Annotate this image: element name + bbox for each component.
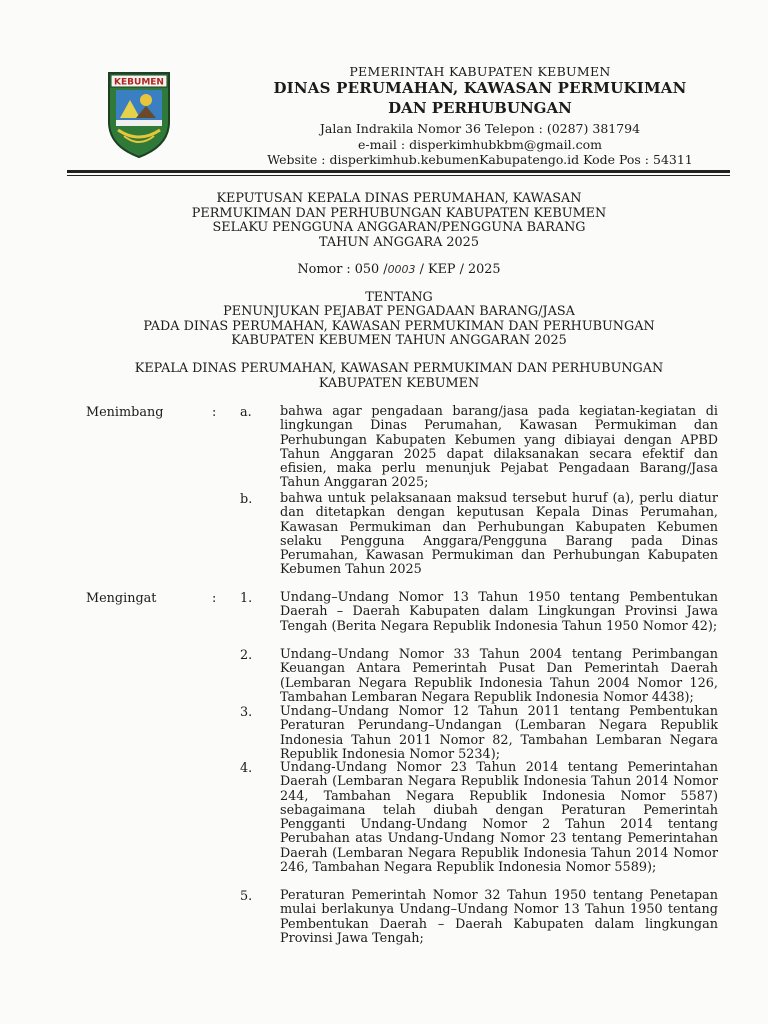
mengingat-item-text: Peraturan Pemerintah Nomor 32 Tahun 1950 tentang Penetapan mulai berlakunya Undang–Undang Nomor 13 Tahun 1950 tentang Pembentukan Daerah – Daerah Kabupaten dalam lingkungan Provinsi Jawa Tengah; <box>280 888 718 946</box>
letterhead-rule-thick <box>67 170 730 173</box>
letterhead-rule-thin <box>67 175 730 176</box>
kebumen-coat-of-arms-logo <box>106 70 172 160</box>
svg-text:KEBUMEN: KEBUMEN <box>114 77 164 88</box>
mengingat-item-marker: 2. <box>240 648 253 663</box>
authority-line: KABUPATEN KEBUMEN <box>318 375 480 391</box>
agency-email: e-mail : disperkimhubkbm@gmail.com <box>358 137 602 152</box>
agency-website: Website : disperkimhub.kebumenKabupatengo.id Kode Pos : 54311 <box>267 152 693 167</box>
authority-line: KEPALA DINAS PERUMAHAN, KAWASAN PERMUKIMAN DAN PERHUBUNGAN <box>134 361 664 376</box>
decree-title-line: KEPUTUSAN KEPALA DINAS PERUMAHAN, KAWASAN <box>216 191 582 206</box>
mengingat-item-marker: 3. <box>240 705 253 720</box>
mengingat-label: Mengingat <box>86 591 157 606</box>
mengingat-item-text: Undang–Undang Nomor 13 Tahun 1950 tentang Pembentukan Daerah – Daerah Kabupaten dalam Lingkungan Provinsi Jawa Tengah (Berita Negara Republik Indonesia Tahun 1950 Nomor 42); <box>280 590 718 634</box>
decree-number <box>68 263 730 278</box>
mengingat-item-text: Undang–Undang Nomor 12 Tahun 2011 tentang Pembentukan Peraturan Perundang–Undangan (Lembaran Negara Republik Indonesia Tahun 2011 Nomor 82, Tambahan Lembaran Negara Republik Indonesia Nomor 5234); <box>280 704 718 762</box>
menimbang-item-text: bahwa agar pengadaan barang/jasa pada kegiatan-kegiatan di lingkungan Dinas Perumahan, Kawasan Permukiman dan Perhubungan Kabupaten Kebumen yang dibiayai dengan APBD Tahun Anggaran 2025 dapat dilaksanakan secara efektif dan efisien, maka perlu menunjuk Pejabat Pengadaan Barang/Jasa Tahun Anggaran 2025; <box>280 404 718 491</box>
menimbang-colon: : <box>212 405 217 420</box>
menimbang-label: Menimbang <box>86 405 164 420</box>
subject-line: KABUPATEN KEBUMEN TAHUN ANGGARAN 2025 <box>231 333 567 348</box>
agency-name-line1: DINAS PERUMAHAN, KAWASAN PERMUKIMAN <box>273 79 687 97</box>
mengingat-item-text: Undang–Undang Nomor 33 Tahun 2004 tentang Perimbangan Keuangan Antara Pemerintah Pusat Dan Pemerintah Daerah (Lembaran Negara Republik Indonesia Tahun 2004 Nomor 126, Tambahan Lembaran Negara Republik Indonesia Nomor 4438); <box>280 647 718 705</box>
agency-address: Jalan Indrakila Nomor 36 Telepon : (0287) 381794 <box>319 121 641 136</box>
menimbang-item-text: bahwa untuk pelaksanaan maksud tersebut huruf (a), perlu diatur dan ditetapkan dengan keputusan Kepala Dinas Perumahan, Kawasan Permukiman dan Perhubungan Kabupaten Kebumen selaku Pengguna Anggara/Pengguna Barang pada Dinas Perumahan, Kawasan Permukiman dan Perhubungan Kabupaten Kebumen Tahun 2025 <box>280 491 718 578</box>
tentang-heading: TENTANG <box>365 290 433 305</box>
decree-number-prefix: Nomor : 050 / <box>297 262 388 277</box>
mengingat-item-marker: 5. <box>240 889 253 904</box>
decree-number-handwritten: 0003 <box>387 263 416 276</box>
mengingat-item-marker: 1. <box>240 591 253 606</box>
mengingat-colon: : <box>212 591 217 606</box>
decree-number-suffix: / KEP / 2025 <box>415 262 501 277</box>
menimbang-item-marker: b. <box>240 492 253 507</box>
government-name: PEMERINTAH KABUPATEN KEBUMEN <box>349 64 611 79</box>
mengingat-item-text: Undang-Undang Nomor 23 Tahun 2014 tentang Pemerintahan Daerah (Lembaran Negara Republik Indonesia Tahun 2014 Nomor 244, Tambahan Negara Republik Indonesia Nomor 5587) sebagaimana telah diubah dengan Peraturan Pemerintah Pengganti Undang-Undang Nomor 2 Tahun 2014 tentang Perubahan atas Undang-Undang Nomor 23 tentang Pemerintahan Daerah (Lembaran Negara Republik Indonesia Tahun 2014 Nomor 246, Tambahan Negara Republik Indonesia Nomor 5589); <box>280 760 718 876</box>
menimbang-item-marker: a. <box>240 405 252 420</box>
decree-title-line: TAHUN ANGGARA 2025 <box>319 234 479 250</box>
agency-name-line2: DAN PERHUBUNGAN <box>388 99 572 117</box>
subject-line: PENUNJUKAN PEJABAT PENGADAAN BARANG/JASA <box>223 304 575 319</box>
decree-title-line: PERMUKIMAN DAN PERHUBUNGAN KABUPATEN KEBUMEN <box>191 205 607 221</box>
subject-line: PADA DINAS PERUMAHAN, KAWASAN PERMUKIMAN DAN PERHUBUNGAN <box>143 318 655 334</box>
mengingat-item-marker: 4. <box>240 761 253 776</box>
decree-title-line: SELAKU PENGGUNA ANGGARAN/PENGGUNA BARANG <box>212 220 586 235</box>
